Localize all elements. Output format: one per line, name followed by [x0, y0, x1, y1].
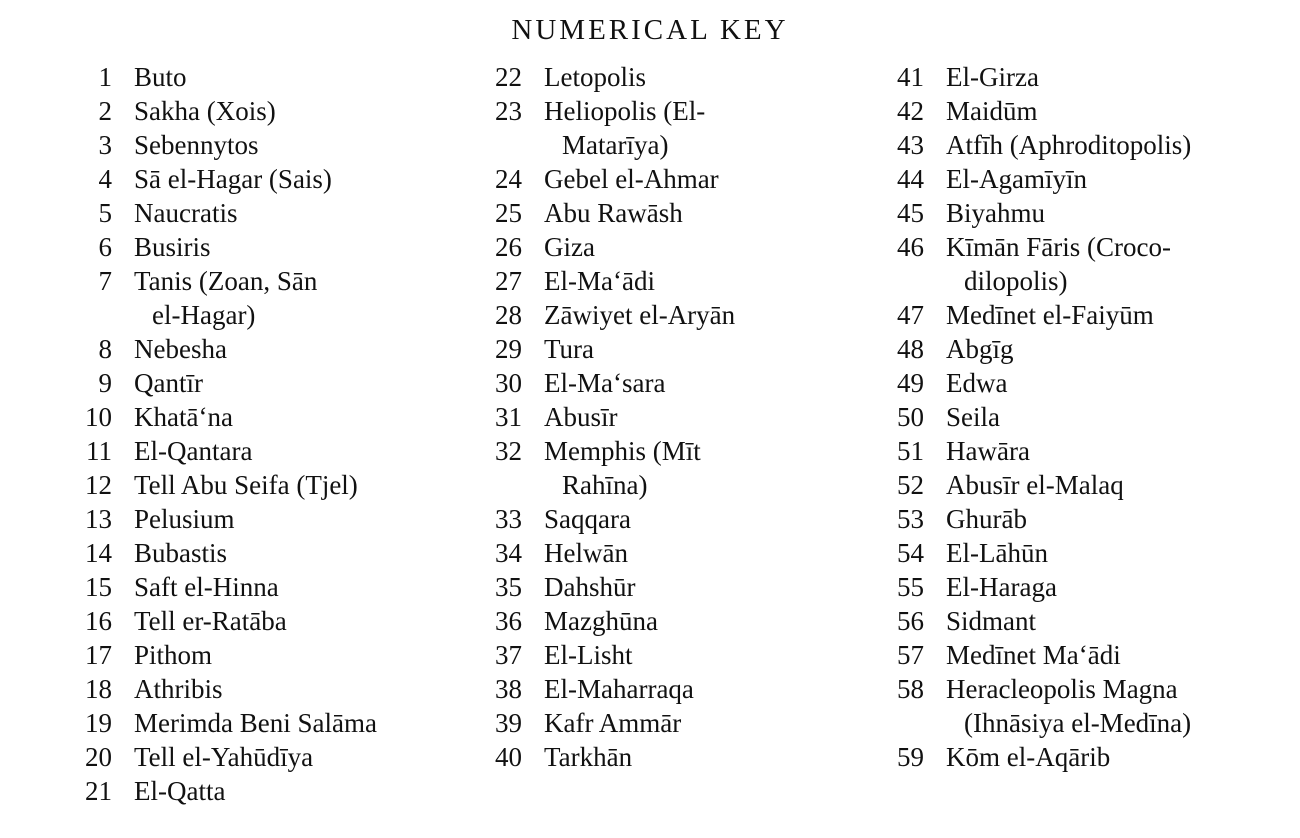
entry-number: 42 — [897, 96, 924, 126]
entry-number: 14 — [85, 538, 112, 568]
key-entry — [872, 570, 1272, 604]
entry-site-name: Tura — [544, 334, 595, 364]
entry-site-name: Kōm el-Aqārib — [946, 742, 1111, 772]
key-column-3 — [872, 60, 1272, 774]
entry-site-name: Medīnet el-Faiyūm — [946, 300, 1154, 330]
entry-number: 23 — [495, 96, 522, 126]
key-entry — [872, 672, 1272, 740]
entry-number: 32 — [495, 436, 522, 466]
key-entry — [872, 366, 1272, 400]
key-entry — [872, 536, 1272, 570]
key-entry — [60, 502, 440, 536]
entry-number: 53 — [897, 504, 924, 534]
entry-site-name: Maidūm — [946, 96, 1038, 126]
key-entry — [60, 230, 440, 264]
entry-number: 49 — [897, 368, 924, 398]
entry-site-name: Giza — [544, 232, 595, 262]
key-entry — [872, 400, 1272, 434]
key-entry — [872, 128, 1272, 162]
entry-site-name: Heliopolis (El- — [544, 96, 706, 126]
entry-site-name: Abusīr el-Malaq — [946, 470, 1124, 500]
entry-site-name: Merimda Beni Salāma — [134, 708, 377, 738]
entry-site-name: Tell Abu Seifa (Tjel) — [134, 470, 358, 500]
entry-site-name: Atfīh (Aphroditopolis) — [946, 130, 1192, 160]
entry-number: 24 — [495, 164, 522, 194]
entry-number: 15 — [85, 572, 112, 602]
entry-number: 19 — [85, 708, 112, 738]
key-entry — [60, 366, 440, 400]
entry-site-name: Pelusium — [134, 504, 235, 534]
entry-site-name: Sebennytos — [134, 130, 259, 160]
entry-number: 40 — [495, 742, 522, 772]
entry-site-name: Tarkhān — [544, 742, 633, 772]
key-entry — [60, 774, 440, 808]
entry-site-name: Saqqara — [544, 504, 631, 534]
entry-site-name: Helwān — [544, 538, 628, 568]
entry-number: 59 — [897, 742, 924, 772]
entry-number: 56 — [897, 606, 924, 636]
entry-number: 54 — [897, 538, 924, 568]
key-entry — [470, 94, 850, 162]
entry-site-name: Biyahmu — [946, 198, 1045, 228]
entry-number: 41 — [897, 62, 924, 92]
entry-number: 46 — [897, 232, 924, 262]
key-entry — [470, 570, 850, 604]
key-entry — [470, 196, 850, 230]
entry-site-name: El-Agamīyīn — [946, 164, 1087, 194]
entry-number: 44 — [897, 164, 924, 194]
entry-site-name: Pithom — [134, 640, 213, 670]
entry-site-name-continuation: Rahīna) — [562, 470, 648, 500]
entry-site-name: Bubastis — [134, 538, 228, 568]
entry-number: 20 — [85, 742, 112, 772]
entry-number: 11 — [86, 436, 112, 466]
entry-number: 52 — [897, 470, 924, 500]
entry-number: 2 — [98, 96, 112, 126]
key-entry — [872, 434, 1272, 468]
key-entry — [872, 298, 1272, 332]
key-entry — [470, 604, 850, 638]
entry-site-name: Dahshūr — [544, 572, 636, 602]
entry-number: 37 — [495, 640, 522, 670]
entry-number: 8 — [98, 334, 112, 364]
key-entry — [872, 60, 1272, 94]
entry-number: 16 — [85, 606, 112, 636]
key-entry — [60, 332, 440, 366]
entry-site-name: El-Lisht — [544, 640, 633, 670]
entry-site-name-continuation: el-Hagar) — [152, 300, 256, 330]
key-entry — [470, 298, 850, 332]
entry-site-name: Heracleopolis Magna — [946, 674, 1178, 704]
entry-number: 10 — [85, 402, 112, 432]
entry-site-name: Khatā‘na — [134, 402, 233, 432]
entry-number: 22 — [495, 62, 522, 92]
key-entry — [60, 638, 440, 672]
key-entry — [872, 230, 1272, 298]
entry-number: 58 — [897, 674, 924, 704]
entry-site-name: El-Haraga — [946, 572, 1057, 602]
entry-site-name: Tell el-Yahūdīya — [134, 742, 314, 772]
entry-site-name: Buto — [134, 62, 187, 92]
entry-number: 6 — [98, 232, 112, 262]
key-column-2 — [470, 60, 850, 774]
key-entry — [470, 60, 850, 94]
key-entry — [60, 264, 440, 332]
key-entry — [470, 162, 850, 196]
key-entry — [60, 706, 440, 740]
entry-site-name: Qantīr — [134, 368, 203, 398]
entry-number: 55 — [897, 572, 924, 602]
entry-number: 27 — [495, 266, 522, 296]
key-entry — [470, 332, 850, 366]
entry-site-name: Hawāra — [946, 436, 1030, 466]
key-entry — [470, 672, 850, 706]
entry-number: 12 — [85, 470, 112, 500]
key-entry — [872, 604, 1272, 638]
entry-number: 43 — [897, 130, 924, 160]
key-entry — [60, 672, 440, 706]
key-entry — [60, 536, 440, 570]
entry-number: 17 — [85, 640, 112, 670]
entry-number: 50 — [897, 402, 924, 432]
key-entry — [872, 162, 1272, 196]
entry-site-name: El-Ma‘sara — [544, 368, 666, 398]
entry-site-name: El-Qantara — [134, 436, 253, 466]
entry-number: 3 — [98, 130, 112, 160]
entry-site-name: Busiris — [134, 232, 211, 262]
entry-site-name: Kīmān Fāris (Croco- — [946, 232, 1171, 262]
entry-number: 30 — [495, 368, 522, 398]
entry-site-name: El-Girza — [946, 62, 1039, 92]
entry-site-name-continuation: dilopolis) — [964, 266, 1068, 296]
entry-site-name: Edwa — [946, 368, 1008, 398]
key-entry — [872, 332, 1272, 366]
entry-number: 48 — [897, 334, 924, 364]
key-entry — [60, 570, 440, 604]
key-entry — [470, 706, 850, 740]
entry-number: 51 — [897, 436, 924, 466]
key-entry — [470, 638, 850, 672]
entry-site-name: Naucratis — [134, 198, 238, 228]
entry-number: 35 — [495, 572, 522, 602]
key-column-1 — [60, 60, 440, 808]
key-entry — [470, 536, 850, 570]
key-entry — [60, 740, 440, 774]
entry-number: 34 — [495, 538, 522, 568]
entry-number: 5 — [98, 198, 112, 228]
entry-site-name-continuation: (Ihnāsiya el-Medīna) — [964, 708, 1192, 738]
entry-site-name: Tanis (Zoan, Sān — [134, 266, 318, 296]
key-entry — [60, 468, 440, 502]
entry-site-name: El-Qatta — [134, 776, 226, 806]
entry-number: 29 — [495, 334, 522, 364]
key-entry — [470, 366, 850, 400]
key-entry — [470, 502, 850, 536]
entry-site-name: Sakha (Xois) — [134, 96, 276, 126]
entry-number: 45 — [897, 198, 924, 228]
key-entry — [60, 434, 440, 468]
entry-number: 25 — [495, 198, 522, 228]
key-entry — [60, 60, 440, 94]
entry-site-name: El-Lāhūn — [946, 538, 1048, 568]
key-entry — [872, 196, 1272, 230]
key-entry — [60, 604, 440, 638]
key-entry — [470, 740, 850, 774]
entry-number: 31 — [495, 402, 522, 432]
key-entry — [872, 638, 1272, 672]
entry-site-name: El-Maharraqa — [544, 674, 694, 704]
page-title: NUMERICAL KEY — [511, 14, 789, 46]
entry-number: 4 — [98, 164, 112, 194]
entry-site-name: Abusīr — [544, 402, 618, 432]
entry-number: 26 — [495, 232, 522, 262]
entry-site-name: Sā el-Hagar (Sais) — [134, 164, 332, 194]
key-entry — [872, 502, 1272, 536]
entry-site-name: Medīnet Ma‘ādi — [946, 640, 1121, 670]
entry-number: 47 — [897, 300, 924, 330]
entry-site-name: El-Ma‘ādi — [544, 266, 655, 296]
entry-site-name: Saft el-Hinna — [134, 572, 279, 602]
entry-site-name: Zāwiyet el-Aryān — [544, 300, 736, 330]
key-entry — [60, 128, 440, 162]
entry-site-name: Kafr Ammār — [544, 708, 682, 738]
key-entry — [60, 196, 440, 230]
entry-number: 21 — [85, 776, 112, 806]
entry-number: 57 — [897, 640, 924, 670]
entry-number: 7 — [98, 266, 112, 296]
entry-site-name: Abgīg — [946, 334, 1014, 364]
key-entry — [872, 468, 1272, 502]
entry-site-name: Memphis (Mīt — [544, 436, 701, 466]
entry-site-name: Athribis — [134, 674, 223, 704]
key-entry — [60, 162, 440, 196]
entry-site-name: Tell er-Ratāba — [134, 606, 287, 636]
entry-site-name: Sidmant — [946, 606, 1037, 636]
key-entry — [60, 400, 440, 434]
key-entry — [60, 94, 440, 128]
entry-number: 36 — [495, 606, 522, 636]
entry-site-name-continuation: Matarīya) — [562, 130, 669, 160]
entry-site-name: Abu Rawāsh — [544, 198, 683, 228]
entry-site-name: Letopolis — [544, 62, 646, 92]
entry-number: 33 — [495, 504, 522, 534]
entry-number: 28 — [495, 300, 522, 330]
entry-site-name: Gebel el-Ahmar — [544, 164, 719, 194]
entry-number: 38 — [495, 674, 522, 704]
key-entry — [470, 434, 850, 502]
key-entry — [470, 400, 850, 434]
entry-number: 9 — [98, 368, 112, 398]
entry-number: 39 — [495, 708, 522, 738]
entry-site-name: Mazghūna — [544, 606, 658, 636]
entry-site-name: Seila — [946, 402, 1000, 432]
entry-number: 13 — [85, 504, 112, 534]
key-entry — [470, 230, 850, 264]
entry-site-name: Ghurāb — [946, 504, 1027, 534]
key-entry — [872, 94, 1272, 128]
entry-number: 1 — [98, 62, 112, 92]
key-entry — [470, 264, 850, 298]
key-entry — [872, 740, 1272, 774]
entry-number: 18 — [85, 674, 112, 704]
entry-site-name: Nebesha — [134, 334, 227, 364]
